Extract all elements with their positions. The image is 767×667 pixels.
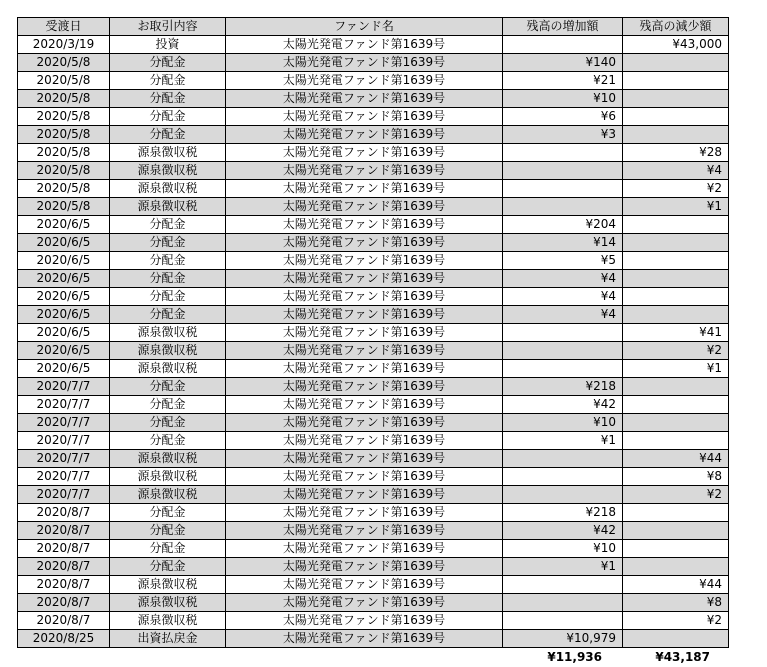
- cell-transaction-type[interactable]: 源泉徴収税: [110, 324, 226, 342]
- table-row: [18, 288, 729, 306]
- cell-increase[interactable]: ¥6: [503, 108, 623, 126]
- table-row: [18, 36, 729, 54]
- cell-date[interactable]: 2020/6/5: [18, 360, 110, 378]
- cell-fund-name[interactable]: 太陽光発電ファンド第1639号: [226, 342, 503, 360]
- cell-decrease[interactable]: [623, 414, 729, 432]
- cell-transaction-type[interactable]: 源泉徴収税: [110, 576, 226, 594]
- cell-date[interactable]: 2020/8/7: [18, 504, 110, 522]
- cell-fund-name[interactable]: 太陽光発電ファンド第1639号: [226, 522, 503, 540]
- cell-transaction-type[interactable]: 分配金: [110, 108, 226, 126]
- table-row: [18, 432, 729, 450]
- cell-date[interactable]: 2020/6/5: [18, 216, 110, 234]
- cell-increase[interactable]: [503, 324, 623, 342]
- cell-increase[interactable]: [503, 144, 623, 162]
- cell-date[interactable]: 2020/8/7: [18, 522, 110, 540]
- cell-transaction-type[interactable]: 源泉徴収税: [110, 162, 226, 180]
- cell-decrease[interactable]: [623, 630, 729, 648]
- cell-date[interactable]: 2020/7/7: [18, 486, 110, 504]
- table-row: [18, 270, 729, 288]
- cell-increase[interactable]: ¥1: [503, 432, 623, 450]
- cell-date[interactable]: 2020/5/8: [18, 54, 110, 72]
- table-row: [18, 360, 729, 378]
- cell-decrease[interactable]: ¥41: [623, 324, 729, 342]
- table-row: [18, 558, 729, 576]
- cell-decrease[interactable]: ¥2: [623, 612, 729, 630]
- cell-decrease[interactable]: [623, 432, 729, 450]
- cell-date[interactable]: 2020/7/7: [18, 396, 110, 414]
- cell-transaction-type[interactable]: 源泉徴収税: [110, 180, 226, 198]
- cell-date[interactable]: 2020/6/5: [18, 324, 110, 342]
- cell-transaction-type[interactable]: 源泉徴収税: [110, 594, 226, 612]
- cell-decrease[interactable]: ¥8: [623, 594, 729, 612]
- cell-increase[interactable]: [503, 450, 623, 468]
- cell-transaction-type[interactable]: 分配金: [110, 288, 226, 306]
- cell-date[interactable]: 2020/8/7: [18, 540, 110, 558]
- cell-transaction-type[interactable]: 分配金: [110, 558, 226, 576]
- cell-increase[interactable]: [503, 342, 623, 360]
- cell-increase[interactable]: ¥1: [503, 558, 623, 576]
- cell-transaction-type[interactable]: 源泉徴収税: [110, 198, 226, 216]
- cell-fund-name[interactable]: 太陽光発電ファンド第1639号: [226, 630, 503, 648]
- table-row: [18, 342, 729, 360]
- cell-fund-name[interactable]: 太陽光発電ファンド第1639号: [226, 558, 503, 576]
- cell-decrease[interactable]: [623, 54, 729, 72]
- cell-decrease[interactable]: [623, 126, 729, 144]
- cell-date[interactable]: 2020/5/8: [18, 162, 110, 180]
- cell-decrease[interactable]: ¥1: [623, 198, 729, 216]
- cell-fund-name[interactable]: 太陽光発電ファンド第1639号: [226, 36, 503, 54]
- header-balance-decrease[interactable]: 残高の減少額: [623, 18, 729, 36]
- header-row: [18, 18, 729, 36]
- cell-fund-name[interactable]: 太陽光発電ファンド第1639号: [226, 216, 503, 234]
- cell-fund-name[interactable]: 太陽光発電ファンド第1639号: [226, 504, 503, 522]
- cell-date[interactable]: 2020/5/8: [18, 126, 110, 144]
- cell-decrease[interactable]: [623, 378, 729, 396]
- cell-decrease[interactable]: [623, 288, 729, 306]
- cell-increase[interactable]: ¥10: [503, 90, 623, 108]
- cell-increase[interactable]: [503, 612, 623, 630]
- cell-decrease[interactable]: ¥1: [623, 360, 729, 378]
- cell-increase[interactable]: ¥14: [503, 234, 623, 252]
- cell-fund-name[interactable]: 太陽光発電ファンド第1639号: [226, 144, 503, 162]
- cell-date[interactable]: 2020/7/7: [18, 414, 110, 432]
- cell-date[interactable]: 2020/8/25: [18, 630, 110, 648]
- cell-date[interactable]: 2020/6/5: [18, 234, 110, 252]
- cell-decrease[interactable]: [623, 216, 729, 234]
- cell-increase[interactable]: ¥10: [503, 540, 623, 558]
- cell-increase[interactable]: ¥3: [503, 126, 623, 144]
- cell-transaction-type[interactable]: 源泉徴収税: [110, 144, 226, 162]
- table-row: [18, 486, 729, 504]
- cell-transaction-type[interactable]: 分配金: [110, 396, 226, 414]
- cell-date[interactable]: 2020/6/5: [18, 252, 110, 270]
- header-balance-increase[interactable]: 残高の増加額: [503, 18, 623, 36]
- cell-decrease[interactable]: ¥2: [623, 342, 729, 360]
- cell-fund-name[interactable]: 太陽光発電ファンド第1639号: [226, 594, 503, 612]
- cell-decrease[interactable]: [623, 306, 729, 324]
- cell-fund-name[interactable]: 太陽光発電ファンド第1639号: [226, 324, 503, 342]
- cell-date[interactable]: 2020/8/7: [18, 576, 110, 594]
- cell-date[interactable]: 2020/5/8: [18, 90, 110, 108]
- cell-transaction-type[interactable]: 分配金: [110, 54, 226, 72]
- cell-date[interactable]: 2020/7/7: [18, 432, 110, 450]
- cell-fund-name[interactable]: 太陽光発電ファンド第1639号: [226, 306, 503, 324]
- table-row: [18, 378, 729, 396]
- cell-date[interactable]: 2020/8/7: [18, 594, 110, 612]
- cell-fund-name[interactable]: 太陽光発電ファンド第1639号: [226, 162, 503, 180]
- cell-transaction-type[interactable]: 分配金: [110, 414, 226, 432]
- cell-date[interactable]: 2020/6/5: [18, 306, 110, 324]
- cell-decrease[interactable]: [623, 558, 729, 576]
- cell-increase[interactable]: ¥4: [503, 288, 623, 306]
- cell-date[interactable]: 2020/6/5: [18, 288, 110, 306]
- cell-increase[interactable]: [503, 180, 623, 198]
- cell-decrease[interactable]: [623, 270, 729, 288]
- cell-increase[interactable]: ¥42: [503, 522, 623, 540]
- table-row: [18, 576, 729, 594]
- cell-fund-name[interactable]: 太陽光発電ファンド第1639号: [226, 54, 503, 72]
- table-row: [18, 108, 729, 126]
- cell-transaction-type[interactable]: 分配金: [110, 540, 226, 558]
- table-row: [18, 144, 729, 162]
- table-row: [18, 126, 729, 144]
- table-row: [18, 612, 729, 630]
- cell-date[interactable]: 2020/7/7: [18, 450, 110, 468]
- table-body: [18, 36, 729, 648]
- cell-date[interactable]: 2020/5/8: [18, 144, 110, 162]
- table-row: [18, 234, 729, 252]
- table-row: [18, 504, 729, 522]
- cell-date[interactable]: 2020/3/19: [18, 36, 110, 54]
- cell-fund-name[interactable]: 太陽光発電ファンド第1639号: [226, 432, 503, 450]
- cell-increase[interactable]: ¥10: [503, 414, 623, 432]
- cell-increase[interactable]: ¥4: [503, 306, 623, 324]
- cell-decrease[interactable]: ¥2: [623, 180, 729, 198]
- cell-date[interactable]: 2020/5/8: [18, 180, 110, 198]
- cell-fund-name[interactable]: 太陽光発電ファンド第1639号: [226, 540, 503, 558]
- table-row: [18, 162, 729, 180]
- cell-transaction-type[interactable]: 分配金: [110, 432, 226, 450]
- cell-transaction-type[interactable]: 分配金: [110, 252, 226, 270]
- cell-fund-name[interactable]: 太陽光発電ファンド第1639号: [226, 108, 503, 126]
- cell-transaction-type[interactable]: 出資払戻金: [110, 630, 226, 648]
- table-row: [18, 252, 729, 270]
- cell-transaction-type[interactable]: 分配金: [110, 216, 226, 234]
- header-date[interactable]: 受渡日: [18, 18, 110, 36]
- cell-transaction-type[interactable]: 源泉徴収税: [110, 486, 226, 504]
- cell-fund-name[interactable]: 太陽光発電ファンド第1639号: [226, 450, 503, 468]
- cell-transaction-type[interactable]: 分配金: [110, 504, 226, 522]
- transaction-table: [17, 17, 729, 648]
- cell-fund-name[interactable]: 太陽光発電ファンド第1639号: [226, 90, 503, 108]
- cell-date[interactable]: 2020/6/5: [18, 342, 110, 360]
- cell-decrease[interactable]: [623, 234, 729, 252]
- cell-date[interactable]: 2020/5/8: [18, 72, 110, 90]
- cell-date[interactable]: 2020/8/7: [18, 558, 110, 576]
- cell-transaction-type[interactable]: 分配金: [110, 234, 226, 252]
- table-row: [18, 396, 729, 414]
- cell-fund-name[interactable]: 太陽光発電ファンド第1639号: [226, 360, 503, 378]
- cell-fund-name[interactable]: 太陽光発電ファンド第1639号: [226, 234, 503, 252]
- cell-increase[interactable]: [503, 594, 623, 612]
- cell-fund-name[interactable]: 太陽光発電ファンド第1639号: [226, 612, 503, 630]
- cell-increase[interactable]: [503, 486, 623, 504]
- cell-date[interactable]: 2020/5/8: [18, 198, 110, 216]
- cell-decrease[interactable]: ¥8: [623, 468, 729, 486]
- total-increase[interactable]: ¥11,936: [547, 650, 602, 664]
- cell-decrease[interactable]: [623, 396, 729, 414]
- cell-decrease[interactable]: ¥44: [623, 450, 729, 468]
- cell-fund-name[interactable]: 太陽光発電ファンド第1639号: [226, 180, 503, 198]
- cell-transaction-type[interactable]: 分配金: [110, 72, 226, 90]
- cell-increase[interactable]: ¥4: [503, 270, 623, 288]
- cell-increase[interactable]: ¥42: [503, 396, 623, 414]
- table-row: [18, 540, 729, 558]
- cell-decrease[interactable]: [623, 108, 729, 126]
- cell-fund-name[interactable]: 太陽光発電ファンド第1639号: [226, 72, 503, 90]
- table-row: [18, 306, 729, 324]
- header-transaction-type[interactable]: お取引内容: [110, 18, 226, 36]
- cell-transaction-type[interactable]: 分配金: [110, 270, 226, 288]
- table-row: [18, 594, 729, 612]
- cell-increase[interactable]: ¥10,979: [503, 630, 623, 648]
- cell-fund-name[interactable]: 太陽光発電ファンド第1639号: [226, 486, 503, 504]
- cell-transaction-type[interactable]: 源泉徴収税: [110, 468, 226, 486]
- cell-date[interactable]: 2020/5/8: [18, 108, 110, 126]
- header-fund-name[interactable]: ファンド名: [226, 18, 503, 36]
- table-row: [18, 468, 729, 486]
- cell-decrease[interactable]: ¥28: [623, 144, 729, 162]
- table-row: [18, 630, 729, 648]
- cell-increase[interactable]: [503, 36, 623, 54]
- cell-date[interactable]: 2020/6/5: [18, 270, 110, 288]
- cell-decrease[interactable]: ¥2: [623, 486, 729, 504]
- table-row: [18, 54, 729, 72]
- cell-increase[interactable]: [503, 468, 623, 486]
- cell-increase[interactable]: ¥204: [503, 216, 623, 234]
- cell-fund-name[interactable]: 太陽光発電ファンド第1639号: [226, 576, 503, 594]
- cell-fund-name[interactable]: 太陽光発電ファンド第1639号: [226, 288, 503, 306]
- cell-transaction-type[interactable]: 投資: [110, 36, 226, 54]
- cell-increase[interactable]: ¥21: [503, 72, 623, 90]
- cell-transaction-type[interactable]: 源泉徴収税: [110, 342, 226, 360]
- cell-decrease[interactable]: [623, 72, 729, 90]
- cell-decrease[interactable]: ¥43,000: [623, 36, 729, 54]
- cell-increase[interactable]: [503, 576, 623, 594]
- cell-date[interactable]: 2020/7/7: [18, 378, 110, 396]
- cell-fund-name[interactable]: 太陽光発電ファンド第1639号: [226, 126, 503, 144]
- cell-increase[interactable]: ¥218: [503, 378, 623, 396]
- table-row: [18, 450, 729, 468]
- cell-transaction-type[interactable]: 源泉徴収税: [110, 450, 226, 468]
- cell-fund-name[interactable]: 太陽光発電ファンド第1639号: [226, 270, 503, 288]
- cell-fund-name[interactable]: 太陽光発電ファンド第1639号: [226, 378, 503, 396]
- cell-fund-name[interactable]: 太陽光発電ファンド第1639号: [226, 468, 503, 486]
- cell-transaction-type[interactable]: 源泉徴収税: [110, 612, 226, 630]
- table-row: [18, 324, 729, 342]
- cell-increase[interactable]: ¥5: [503, 252, 623, 270]
- cell-fund-name[interactable]: 太陽光発電ファンド第1639号: [226, 198, 503, 216]
- cell-decrease[interactable]: [623, 90, 729, 108]
- table-row: [18, 198, 729, 216]
- cell-transaction-type[interactable]: 源泉徴収税: [110, 360, 226, 378]
- cell-decrease[interactable]: [623, 540, 729, 558]
- cell-transaction-type[interactable]: 分配金: [110, 90, 226, 108]
- cell-decrease[interactable]: ¥44: [623, 576, 729, 594]
- cell-decrease[interactable]: [623, 252, 729, 270]
- cell-decrease[interactable]: ¥4: [623, 162, 729, 180]
- cell-fund-name[interactable]: 太陽光発電ファンド第1639号: [226, 396, 503, 414]
- cell-increase[interactable]: ¥140: [503, 54, 623, 72]
- cell-decrease[interactable]: [623, 522, 729, 540]
- cell-decrease[interactable]: [623, 504, 729, 522]
- cell-date[interactable]: 2020/7/7: [18, 468, 110, 486]
- cell-date[interactable]: 2020/8/7: [18, 612, 110, 630]
- cell-increase[interactable]: [503, 162, 623, 180]
- table-row: [18, 72, 729, 90]
- table-row: [18, 216, 729, 234]
- table-row: [18, 180, 729, 198]
- cell-transaction-type[interactable]: 分配金: [110, 522, 226, 540]
- cell-fund-name[interactable]: 太陽光発電ファンド第1639号: [226, 414, 503, 432]
- cell-increase[interactable]: ¥218: [503, 504, 623, 522]
- table-row: [18, 414, 729, 432]
- cell-increase[interactable]: [503, 360, 623, 378]
- cell-transaction-type[interactable]: 分配金: [110, 126, 226, 144]
- total-decrease[interactable]: ¥43,187: [655, 650, 710, 664]
- table-row: [18, 522, 729, 540]
- cell-transaction-type[interactable]: 分配金: [110, 378, 226, 396]
- cell-transaction-type[interactable]: 分配金: [110, 306, 226, 324]
- table-row: [18, 90, 729, 108]
- cell-fund-name[interactable]: 太陽光発電ファンド第1639号: [226, 252, 503, 270]
- cell-increase[interactable]: [503, 198, 623, 216]
